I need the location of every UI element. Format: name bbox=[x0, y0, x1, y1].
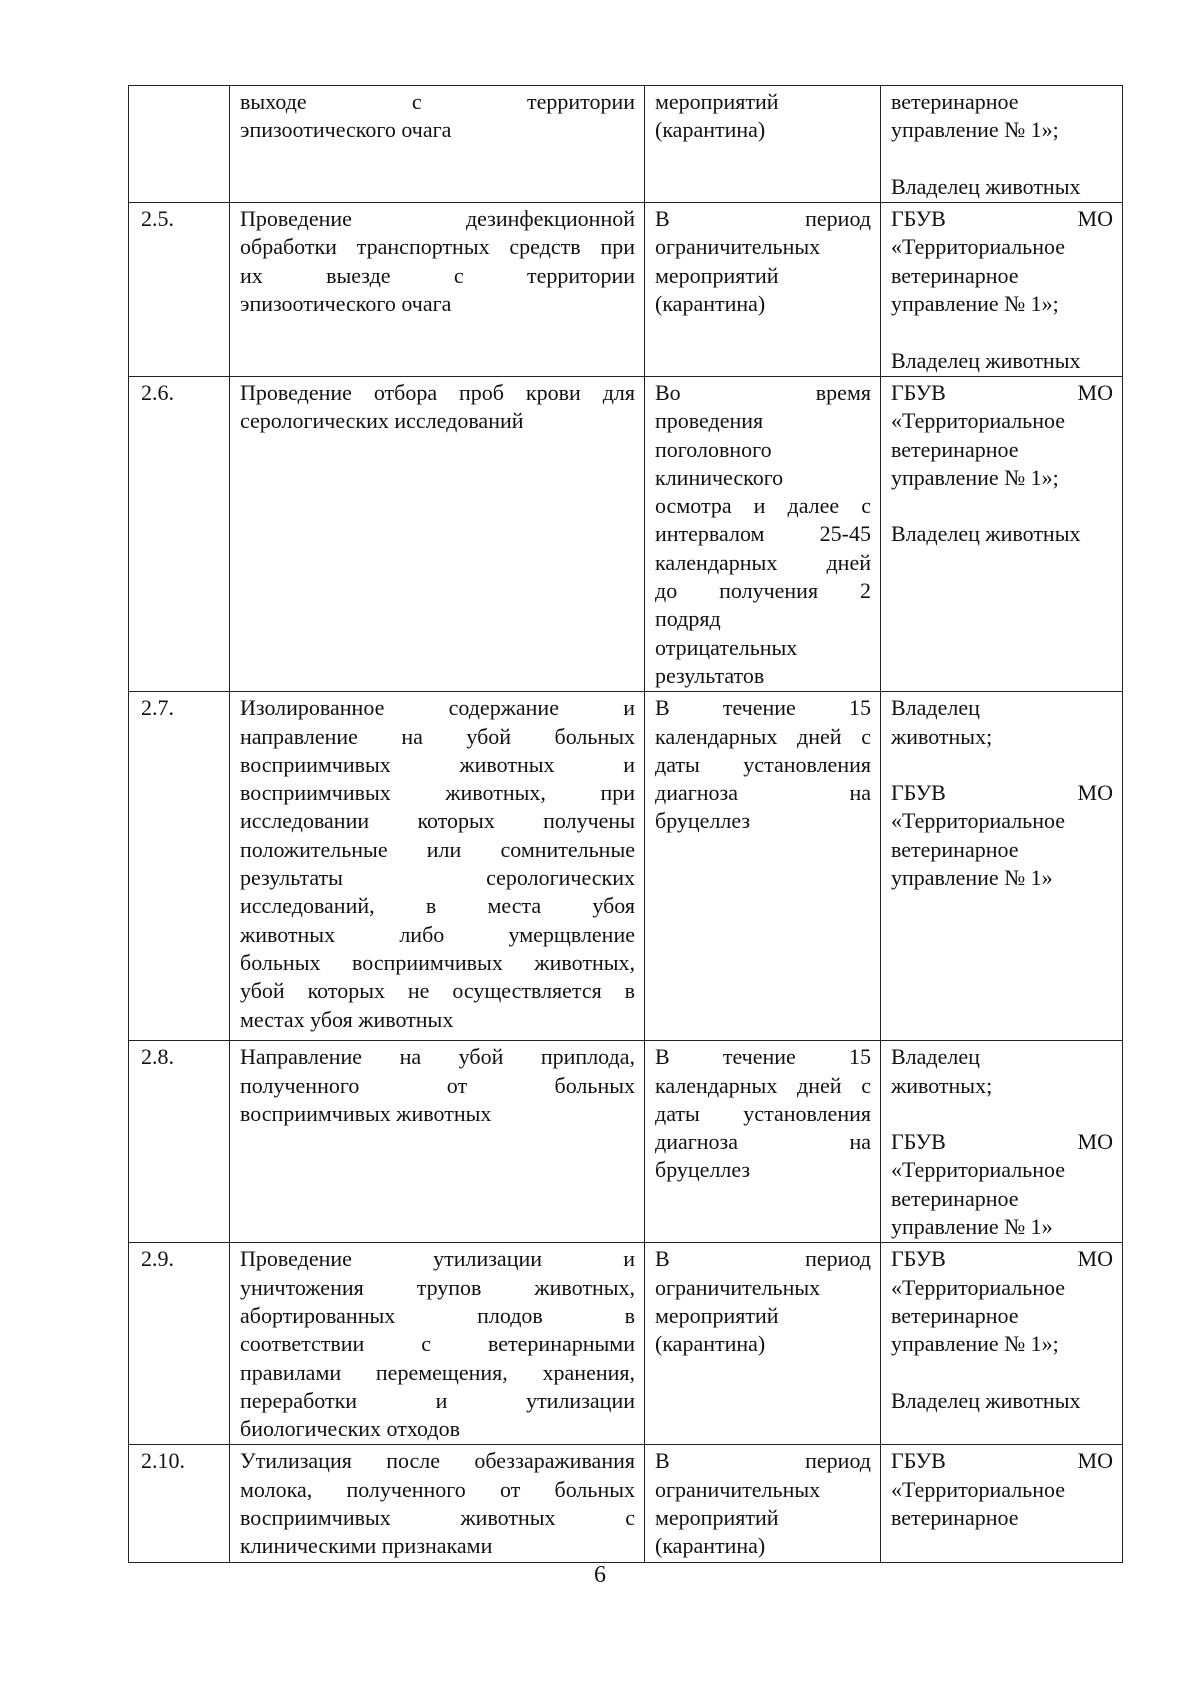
activity-line: молока, полученного от больных bbox=[240, 1476, 635, 1502]
activity-line: направление на убой больных bbox=[240, 723, 635, 749]
term-line: мероприятий bbox=[655, 262, 779, 288]
table-row bbox=[129, 1243, 1123, 1445]
resp-line: ГБУВ МО bbox=[891, 780, 1113, 806]
table-row bbox=[129, 692, 1123, 1041]
resp-line: Владелец животных bbox=[891, 173, 1081, 199]
activity-line: Направление на убой приплода, bbox=[240, 1044, 635, 1070]
term-line: ограничительных bbox=[655, 1274, 821, 1300]
row-number: 2.6. bbox=[129, 376, 230, 691]
resp-line: управление № 1»; bbox=[891, 464, 1059, 490]
term-cell bbox=[645, 692, 881, 1041]
term-cell bbox=[645, 1445, 881, 1562]
table-row bbox=[129, 86, 1123, 203]
activity-line: восприимчивых животных bbox=[240, 1100, 492, 1126]
term-line: диагноза на bbox=[655, 780, 871, 806]
activity-cell bbox=[230, 1445, 645, 1562]
activity-line: клиническими признаками bbox=[240, 1533, 493, 1559]
blank-line bbox=[891, 492, 1113, 520]
term-line: календарных дней bbox=[655, 549, 871, 575]
resp-line: «Территориальное bbox=[891, 234, 1066, 260]
term-line: клинического bbox=[655, 464, 784, 490]
activity-line: больных восприимчивых животных, bbox=[240, 949, 635, 975]
resp-line: ветеринарное bbox=[891, 262, 1019, 288]
resp-line: ветеринарное bbox=[891, 1302, 1019, 1328]
resp-line: Владелец животных bbox=[891, 347, 1081, 373]
term-line: календарных дней с bbox=[655, 1072, 871, 1098]
term-line: мероприятий bbox=[655, 1504, 779, 1530]
term-line: В течение 15 bbox=[655, 1044, 871, 1070]
term-line: подряд bbox=[655, 606, 721, 632]
activity-line: эпизоотического очага bbox=[240, 291, 452, 317]
term-line: осмотра и далее с bbox=[655, 493, 871, 519]
activity-line: местах убоя животных bbox=[240, 1006, 454, 1032]
resp-line: ветеринарное bbox=[891, 1185, 1019, 1211]
term-line: результатов bbox=[655, 662, 765, 688]
term-line: (карантина) bbox=[655, 291, 766, 317]
resp-line: ГБУВ МО bbox=[891, 206, 1113, 232]
resp-line: ГБУВ МО bbox=[891, 379, 1113, 405]
row-number bbox=[129, 86, 230, 203]
activity-line: Изолированное содержание и bbox=[240, 695, 635, 721]
activity-line: исследовании которых получены bbox=[240, 808, 635, 834]
measures-table bbox=[128, 85, 1123, 1563]
table-row bbox=[129, 1041, 1123, 1243]
term-line: (карантина) bbox=[655, 1533, 766, 1559]
term-line: календарных дней с bbox=[655, 723, 871, 749]
resp-line: Владелец bbox=[891, 695, 980, 721]
activity-line: Проведение утилизации и bbox=[240, 1246, 635, 1272]
term-line: до получения 2 bbox=[655, 578, 871, 604]
resp-line: «Территориальное bbox=[891, 1476, 1066, 1502]
term-line: даты установления bbox=[655, 1100, 871, 1126]
resp-line: «Территориальное bbox=[891, 1157, 1066, 1183]
resp-line: ГБУВ МО bbox=[891, 1129, 1113, 1155]
term-line: В период bbox=[655, 1246, 871, 1272]
activity-line: правилами перемещения, хранения, bbox=[240, 1359, 635, 1385]
activity-line: переработки и утилизации bbox=[240, 1387, 635, 1413]
table-row bbox=[129, 1445, 1123, 1562]
resp-line: управление № 1»; bbox=[891, 1331, 1059, 1357]
activity-line: эпизоотического очага bbox=[240, 117, 452, 143]
activity-cell bbox=[230, 692, 645, 1041]
resp-cell bbox=[881, 86, 1123, 203]
resp-line: Владелец животных bbox=[891, 521, 1081, 547]
term-cell bbox=[645, 1041, 881, 1243]
term-line: мероприятий bbox=[655, 1302, 779, 1328]
activity-line: соответствии с ветеринарными bbox=[240, 1331, 635, 1357]
resp-line: ветеринарное bbox=[891, 436, 1019, 462]
term-cell bbox=[645, 86, 881, 203]
activity-line: положительные или сомнительные bbox=[240, 836, 635, 862]
blank-line bbox=[891, 1359, 1113, 1387]
activity-line: восприимчивых животных с bbox=[240, 1504, 635, 1530]
term-line: поголовного bbox=[655, 436, 772, 462]
activity-line: абортированных плодов в bbox=[240, 1302, 635, 1328]
row-number: 2.7. bbox=[129, 692, 230, 1041]
resp-cell bbox=[881, 1445, 1123, 1562]
resp-line: Владелец животных bbox=[891, 1387, 1081, 1413]
resp-line: управление № 1» bbox=[891, 865, 1053, 891]
blank-line bbox=[891, 1100, 1113, 1128]
activity-line: результаты серологических bbox=[240, 865, 635, 891]
term-line: ограничительных bbox=[655, 1476, 821, 1502]
table-row bbox=[129, 203, 1123, 377]
term-cell bbox=[645, 203, 881, 377]
activity-cell bbox=[230, 203, 645, 377]
term-line: (карантина) bbox=[655, 1331, 766, 1357]
activity-line: выходе с территории bbox=[240, 89, 635, 114]
term-line: В период bbox=[655, 206, 871, 232]
resp-line: ветеринарное bbox=[891, 1504, 1019, 1530]
page-number: 6 bbox=[594, 1562, 606, 1588]
row-number: 2.10. bbox=[129, 1445, 230, 1562]
resp-line: управление № 1» bbox=[891, 1214, 1053, 1240]
activity-line: убой которых не осуществляется в bbox=[240, 978, 635, 1004]
term-line: даты установления bbox=[655, 751, 871, 777]
term-line: В период bbox=[655, 1448, 871, 1474]
resp-line: ветеринарное bbox=[891, 836, 1019, 862]
activity-cell bbox=[230, 376, 645, 691]
activity-line: Утилизация после обеззараживания bbox=[240, 1448, 635, 1474]
blank-line bbox=[891, 318, 1113, 346]
term-line: бруцеллез bbox=[655, 1157, 751, 1183]
term-line: бруцеллез bbox=[655, 808, 751, 834]
term-line: интервалом 25-45 bbox=[655, 521, 871, 547]
resp-cell bbox=[881, 1243, 1123, 1445]
resp-line: ГБУВ МО bbox=[891, 1246, 1113, 1272]
resp-line: «Территориальное bbox=[891, 808, 1066, 834]
activity-cell bbox=[230, 1243, 645, 1445]
activity-line: животных либо умерщвление bbox=[240, 921, 635, 947]
resp-cell bbox=[881, 1041, 1123, 1243]
activity-line: исследований, в места убоя bbox=[240, 893, 635, 919]
resp-line: животных; bbox=[891, 723, 993, 749]
activity-line: их выезде с территории bbox=[240, 262, 635, 288]
resp-cell bbox=[881, 692, 1123, 1041]
term-cell bbox=[645, 1243, 881, 1445]
resp-line: ветеринарное bbox=[891, 89, 1019, 114]
resp-line: управление № 1»; bbox=[891, 117, 1059, 143]
activity-line: биологических отходов bbox=[240, 1416, 460, 1442]
term-line: Во время bbox=[655, 379, 871, 405]
blank-line bbox=[891, 751, 1113, 779]
activity-line: уничтожения трупов животных, bbox=[240, 1274, 635, 1300]
term-line: В течение 15 bbox=[655, 695, 871, 721]
table-row bbox=[129, 376, 1123, 691]
term-line: ограничительных bbox=[655, 234, 821, 260]
term-line: мероприятий bbox=[655, 89, 779, 114]
term-line: диагноза на bbox=[655, 1129, 871, 1155]
activity-line: полученного от больных bbox=[240, 1072, 635, 1098]
resp-line: «Территориальное bbox=[891, 408, 1066, 434]
activity-cell bbox=[230, 86, 645, 203]
resp-cell bbox=[881, 203, 1123, 377]
term-line: проведения bbox=[655, 408, 764, 434]
resp-line: управление № 1»; bbox=[891, 291, 1059, 317]
row-number: 2.5. bbox=[129, 203, 230, 377]
blank-line bbox=[891, 145, 1113, 173]
activity-line: обработки транспортных средств при bbox=[240, 234, 635, 260]
resp-cell bbox=[881, 376, 1123, 691]
activity-line: серологических исследований bbox=[240, 408, 524, 434]
row-number: 2.9. bbox=[129, 1243, 230, 1445]
term-line: (карантина) bbox=[655, 117, 766, 143]
activity-cell bbox=[230, 1041, 645, 1243]
resp-line: Владелец bbox=[891, 1044, 980, 1070]
term-line: отрицательных bbox=[655, 634, 798, 660]
activity-line: Проведение дезинфекционной bbox=[240, 206, 635, 232]
activity-line: восприимчивых животных, при bbox=[240, 780, 635, 806]
activity-line: Проведение отбора проб крови для bbox=[240, 379, 635, 405]
term-cell bbox=[645, 376, 881, 691]
resp-line: «Территориальное bbox=[891, 1274, 1066, 1300]
resp-line: ГБУВ МО bbox=[891, 1448, 1113, 1474]
resp-line: животных; bbox=[891, 1072, 993, 1098]
row-number: 2.8. bbox=[129, 1041, 230, 1243]
activity-line: восприимчивых животных и bbox=[240, 751, 635, 777]
measures-table-body bbox=[129, 86, 1123, 1563]
